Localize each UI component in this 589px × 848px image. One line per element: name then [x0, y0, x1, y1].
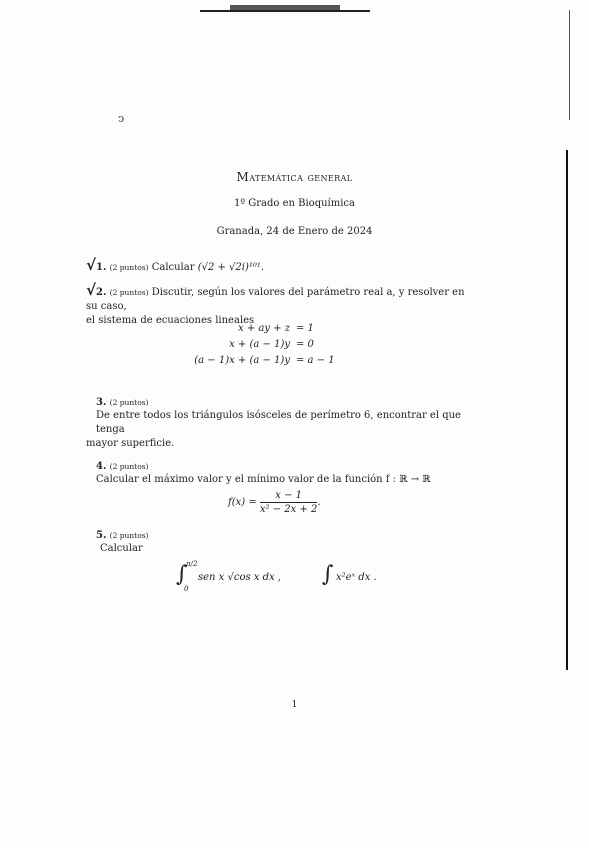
- problem-2-points: (2 puntos): [109, 288, 149, 297]
- problem-3-text-line1: De entre todos los triángulos isósceles de perímetro 6, encontrar el que tenga: [96, 410, 461, 435]
- problem-3-text-line2: mayor superficie.: [86, 438, 175, 449]
- problem-5-header: [96, 529, 149, 543]
- integral-2: [322, 562, 402, 596]
- integral-sign-icon: ∫: [176, 562, 188, 587]
- function-fraction: [259, 490, 321, 515]
- function-definition: [228, 490, 321, 515]
- check-mark-icon: √: [86, 281, 97, 299]
- equation-3-lhs: (a − 1)x + (a − 1)y: [194, 355, 290, 366]
- exam-title: [0, 170, 589, 184]
- function-numerator: x − 1: [260, 490, 318, 503]
- problem-5-points: (2 puntos): [109, 531, 149, 540]
- equation-3-rhs: = a − 1: [296, 355, 335, 366]
- header-scrap-strip: [200, 5, 370, 14]
- problem-2-text-line1: Discutir, según los valores del parámetro real a, y resolver en su caso,: [86, 287, 465, 312]
- exam-subtitle: 1º Grado en Bioquímica: [234, 198, 355, 209]
- equation-2-lhs: x + (a − 1)y: [229, 339, 290, 350]
- equation-2-rhs: = 0: [296, 339, 314, 350]
- equation-1-rhs: = 1: [296, 323, 314, 334]
- page-number: 1: [291, 700, 298, 710]
- problem-1-text: Calcular: [151, 262, 195, 273]
- integral-1-upper: π/2: [186, 560, 198, 568]
- problem-4-number: 4.: [96, 461, 107, 472]
- function-lhs: f(x) =: [228, 497, 257, 508]
- scan-edge-line-top: [569, 10, 570, 120]
- function-end: .: [317, 497, 321, 508]
- problem-3-points: (2 puntos): [109, 398, 149, 407]
- integral-1-lower: 0: [184, 585, 189, 593]
- integral-1: [176, 562, 286, 596]
- problem-2-number: 2.: [96, 287, 107, 298]
- exam-date: Granada, 24 de Enero de 2024: [216, 226, 373, 237]
- problem-4-header: [96, 460, 149, 474]
- problem-3-body: [86, 409, 466, 451]
- integral-1-body: sen x √cos x dx ,: [198, 572, 282, 583]
- function-denominator: x² − 2x + 2: [259, 504, 318, 515]
- equation-1-lhs: x + ay + z: [238, 323, 290, 334]
- problem-4-text: Calcular el máximo valor y el mínimo valor de la función f : ℝ → ℝ: [96, 474, 431, 485]
- problem-1-number: 1.: [96, 262, 107, 273]
- problem-1-formula: (√2 + √2i)¹⁰¹.: [197, 262, 265, 273]
- problem-1-points: (2 puntos): [109, 263, 149, 272]
- check-mark-icon: √: [86, 256, 97, 274]
- problem-3-number: 3.: [96, 397, 107, 408]
- problem-1: [86, 258, 264, 275]
- integral-2-body: x²eˣ dx .: [336, 572, 377, 583]
- corner-mark: ↄ: [118, 112, 125, 125]
- title-initial: M: [236, 170, 250, 184]
- problem-3-header: [96, 396, 149, 410]
- problem-4-points: (2 puntos): [109, 462, 149, 471]
- problem-5-number: 5.: [96, 530, 107, 541]
- title-rest: atemática general: [249, 170, 353, 184]
- problem-2-text-line2: el sistema de ecuaciones lineales: [86, 315, 255, 326]
- problem-5-text: Calcular: [100, 543, 143, 554]
- integral-sign-icon: ∫: [322, 562, 334, 587]
- problem-2: [86, 283, 466, 328]
